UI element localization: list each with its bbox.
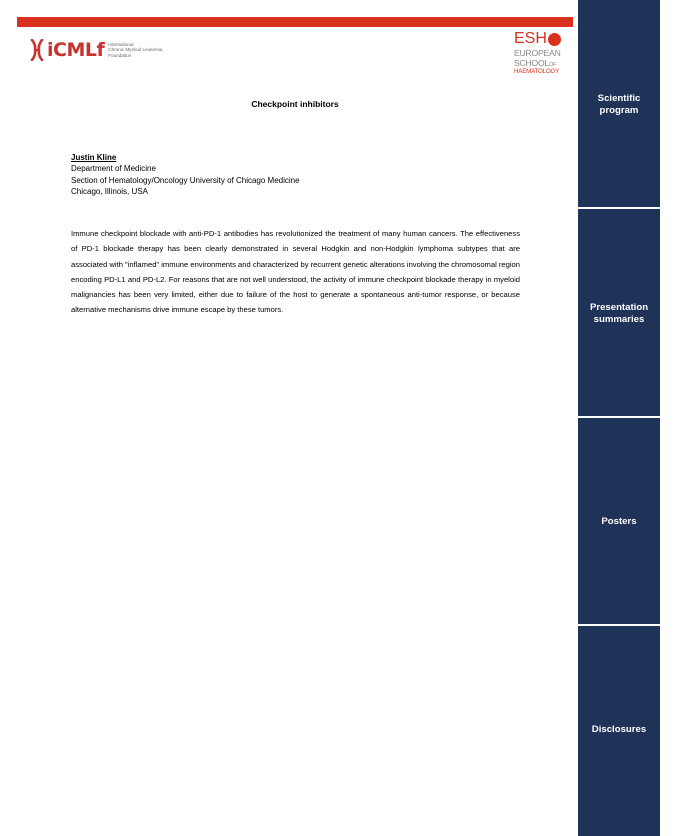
esh-logo-line: EUROPEAN bbox=[514, 48, 561, 58]
icmlf-wordmark: iCMLf bbox=[47, 39, 105, 61]
author-block bbox=[71, 152, 300, 197]
esh-logo-school: SCHOOL bbox=[514, 58, 550, 68]
chromosome-icon bbox=[30, 39, 44, 61]
esh-logo-of: OF bbox=[549, 62, 557, 68]
author-affiliation-line: Department of Medicine bbox=[71, 164, 156, 174]
icmlf-subtitle-line: Chronic Myeloid Leukemia bbox=[108, 47, 163, 53]
header-accent-bar bbox=[17, 17, 573, 27]
icmlf-subtitle-line: International bbox=[108, 42, 134, 48]
author-affiliation-line: Section of Hematology/Oncology University of Chicago Medicine bbox=[71, 175, 300, 185]
sidebar-tab-label-line: Scientific bbox=[597, 93, 641, 104]
sidebar-tab-label-line: Posters bbox=[601, 516, 637, 527]
page-title: Checkpoint inhibitors bbox=[251, 99, 339, 109]
sidebar-tab-label-line: program bbox=[599, 105, 639, 116]
sidebar-tab-label bbox=[578, 93, 660, 117]
sidebar-tab-scientific-program[interactable] bbox=[578, 0, 660, 207]
sidebar-tab-label bbox=[578, 724, 660, 736]
esh-logo bbox=[512, 31, 568, 91]
sidebar-tab-presentation-summaries[interactable] bbox=[578, 209, 660, 416]
icmlf-subtitle-line: Foundation bbox=[108, 52, 132, 58]
esh-logo-line: HAEMATOLOGY bbox=[514, 68, 560, 75]
sidebar-tab-label bbox=[578, 516, 660, 528]
sidebar-tab-disclosures[interactable] bbox=[578, 626, 660, 836]
sidebar-tab-label-line: Disclosures bbox=[591, 724, 647, 735]
author-affiliation-line: Chicago, Illinois, USA bbox=[71, 186, 148, 196]
icmlf-logo bbox=[30, 38, 168, 62]
sidebar-tab-label-line: summaries bbox=[593, 314, 645, 325]
sidebar-tab-posters[interactable] bbox=[578, 418, 660, 624]
abstract-text: Immune checkpoint blockade with anti-PD-1 antibodies has revolutionized the treatment of many human cancers. The effectiveness of PD-1 blockade therapy has been clearly demonstrated in several Hodgkin and non-Hodgkin lymphoma subtypes that are associated with "inflamed" immune environments and characterized by recurrent genetic alterations involving the chromosomal region encoding PD-L1 and PD-L2. For reasons that are not well understood, the activity of immune checkpoint blockade therapy in myeloid malignancies has been very limited, either due to failure of the host to generate a spontaneous anti-tumor response, or because alternative mechanisms drive immune escape by these tumors. bbox=[71, 229, 521, 315]
esh-logo-acronym: ESH bbox=[514, 30, 547, 47]
author-name: Justin Kline bbox=[71, 153, 117, 162]
sidebar-tab-label-line: Presentation bbox=[589, 302, 649, 313]
esh-logo-dot-icon bbox=[548, 33, 561, 46]
icmlf-subtitle bbox=[108, 42, 168, 58]
sidebar-nav bbox=[578, 0, 660, 836]
sidebar-tab-label bbox=[578, 302, 660, 326]
